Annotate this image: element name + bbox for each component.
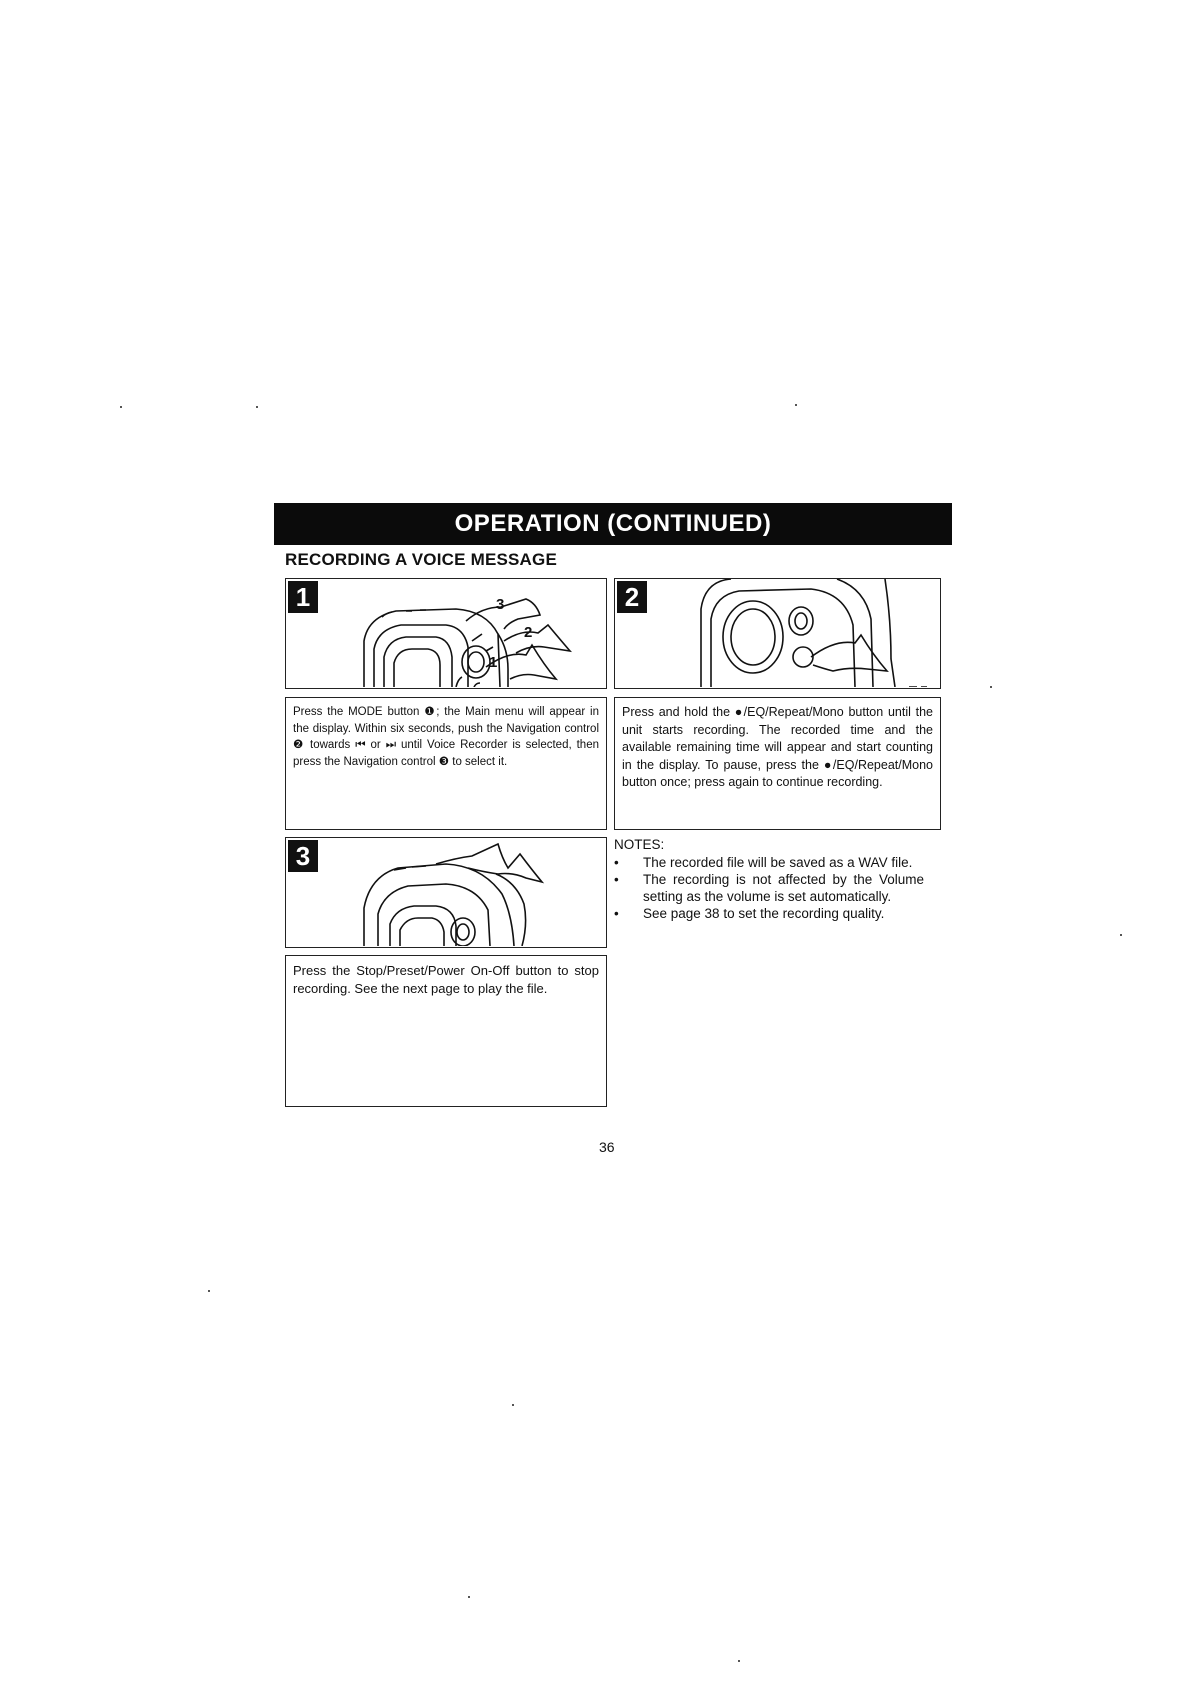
step-2-badge: 2 — [617, 581, 647, 613]
note-item: • See page 38 to set the recording quality. — [614, 906, 885, 921]
scan-speck — [208, 1290, 210, 1292]
player-record-button-illustration — [615, 579, 939, 687]
scan-speck — [738, 1660, 740, 1662]
page-number: 36 — [599, 1139, 615, 1155]
step-1-illustration — [285, 578, 607, 689]
callout-3: 3 — [496, 596, 505, 613]
bullet-icon: • — [614, 872, 619, 887]
step-3-illustration — [285, 837, 607, 948]
scan-speck — [256, 406, 258, 408]
scan-speck — [990, 686, 992, 688]
step-3-badge: 3 — [288, 840, 318, 872]
section-title: RECORDING A VOICE MESSAGE — [285, 550, 557, 569]
note-item: • The recording is not affected by the Volume setting as the volume is set automatically. — [614, 872, 924, 904]
scan-speck — [1120, 934, 1122, 936]
step-1-badge: 1 — [288, 581, 318, 613]
page-title: OPERATION (CONTINUED) — [454, 510, 772, 537]
step-1-instructions: Press the MODE button ❶; the Main menu will appear in the display. Within six seconds, push the Navigation control ❷ towards ⏮ or ⏭ until Voice Recorder is selected, then press the Navigation control ❸ to select it. — [285, 697, 607, 830]
step-3-instructions: Press the Stop/Preset/Power On-Off button to stop recording. See the next page to play the file. — [285, 955, 607, 1107]
note-item: • The recorded file will be saved as a WAV file. — [614, 855, 913, 870]
scan-speck — [795, 404, 797, 406]
notes-title: NOTES: — [614, 837, 665, 852]
section-header-bar — [274, 503, 952, 545]
bullet-icon: • — [614, 855, 619, 870]
notes-section — [614, 837, 924, 922]
player-top-view-illustration — [286, 579, 605, 687]
callout-1: 1 — [489, 654, 498, 671]
step-2-illustration — [614, 578, 941, 689]
scan-speck — [512, 1404, 514, 1406]
notes-list — [614, 854, 924, 922]
bullet-icon: • — [614, 906, 619, 921]
player-stop-button-illustration — [286, 838, 605, 946]
step-2-instructions: Press and hold the ●/EQ/Repeat/Mono button until the unit starts recording. The recorded time and the available remaining time will appear and start counting in the display. To pause, press the ●/EQ/Repeat/Mono button once; press again to continue recording. — [614, 697, 941, 830]
scan-speck — [468, 1596, 470, 1598]
callout-2: 2 — [524, 624, 533, 641]
scan-speck — [120, 406, 122, 408]
